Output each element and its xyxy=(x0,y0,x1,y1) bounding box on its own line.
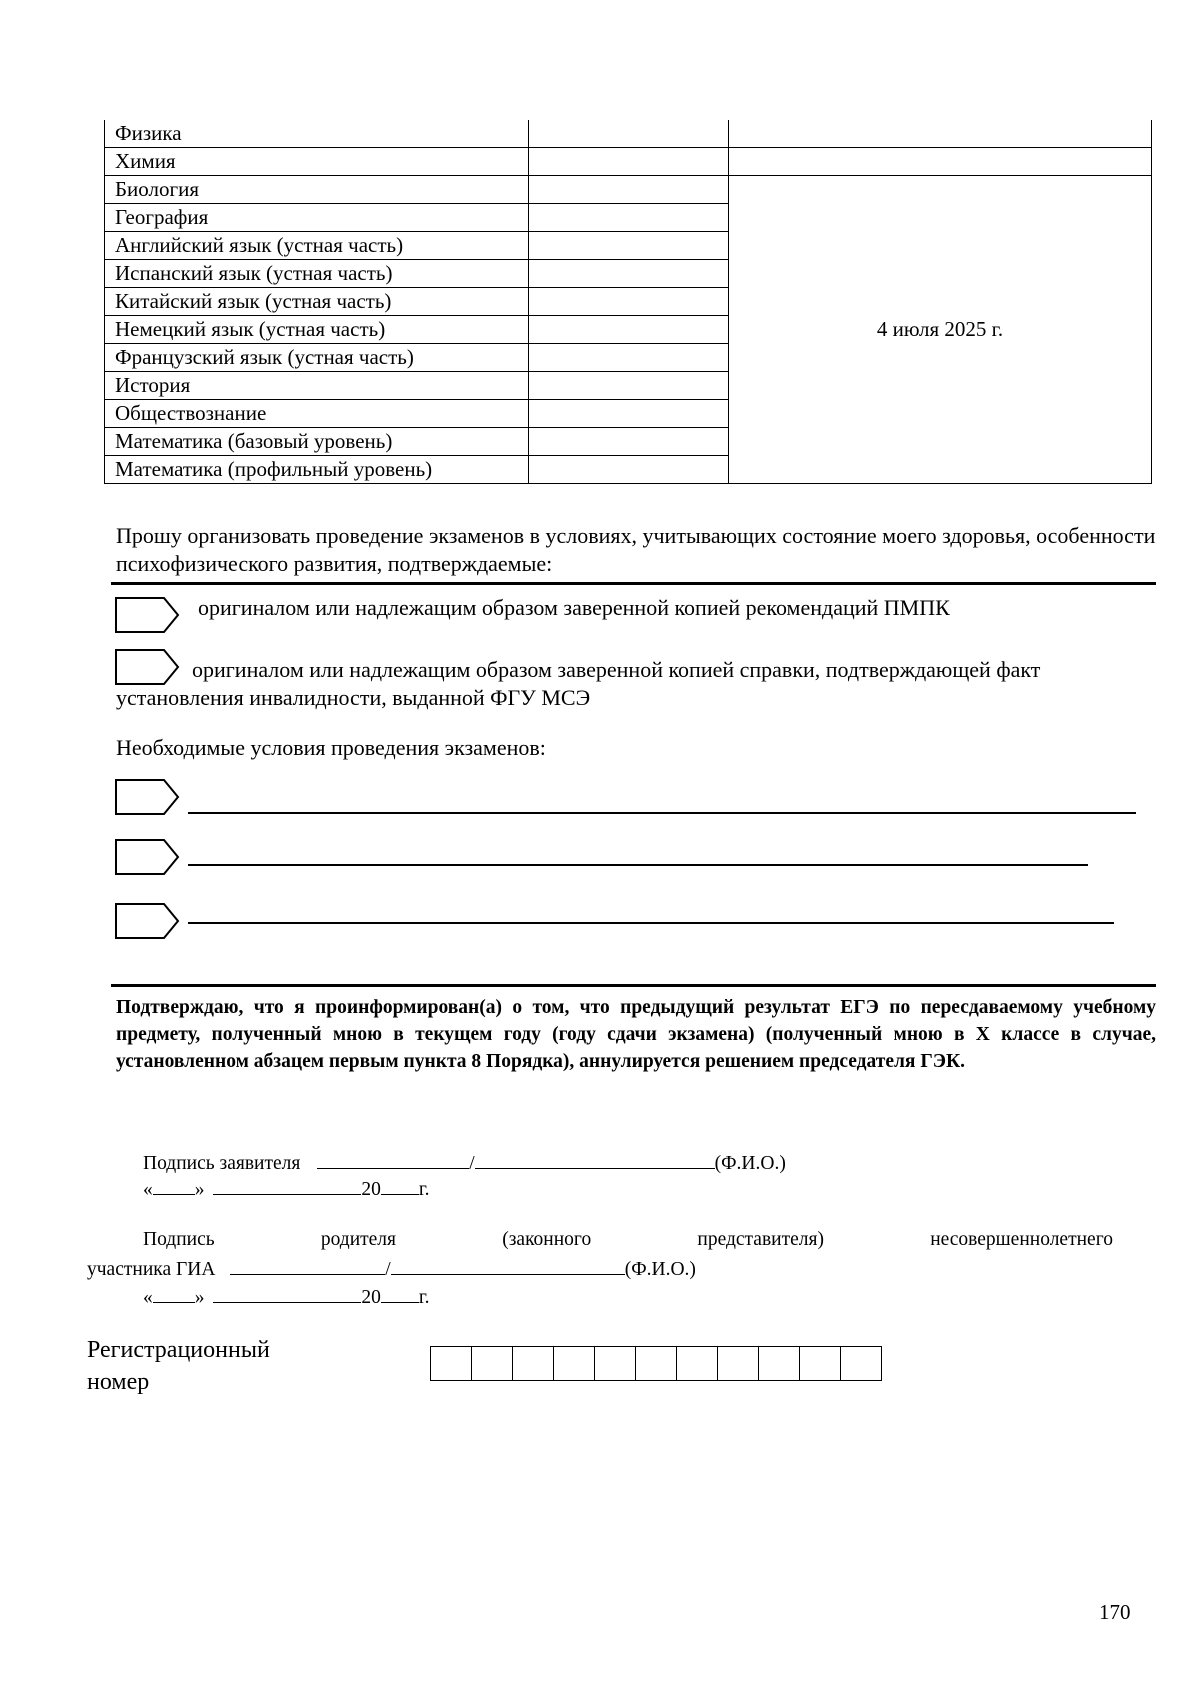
subject-mark-cell[interactable] xyxy=(529,428,729,456)
subject-name: Химия xyxy=(105,148,529,176)
subject-row xyxy=(105,148,1152,176)
subject-name: Испанский язык (устная часть) xyxy=(105,260,529,288)
subject-name: Французский язык (устная часть) xyxy=(105,344,529,372)
registration-number-cell[interactable] xyxy=(513,1347,554,1380)
applicant-signature-row xyxy=(143,1148,786,1176)
registration-number-cell[interactable] xyxy=(800,1347,841,1380)
quote-close: » xyxy=(194,1179,205,1200)
checkbox-pmpk[interactable] xyxy=(114,596,180,634)
section-divider-bottom xyxy=(111,984,1156,987)
slash: / xyxy=(469,1153,475,1174)
applicant-day-line[interactable] xyxy=(153,1174,195,1195)
parent-month-line[interactable] xyxy=(213,1282,361,1303)
year-suffix: г. xyxy=(418,1287,430,1308)
conditions-label: Необходимые условия проведения экзаменов: xyxy=(116,735,546,760)
subject-mark-cell[interactable] xyxy=(529,148,729,176)
registration-label xyxy=(87,1334,270,1398)
request-text: Прошу организовать проведение экзаменов в условиях, учитывающих состояние моего здоровья, особенности психофизического развития, подтверждаемые: xyxy=(116,523,1156,576)
checkbox-condition-1[interactable] xyxy=(114,778,180,816)
subject-mark-cell[interactable] xyxy=(529,176,729,204)
checkbox-condition-3[interactable] xyxy=(114,902,180,940)
page-number: 170 xyxy=(1099,1600,1131,1624)
registration-number-cell[interactable] xyxy=(472,1347,513,1380)
subject-name: Китайский язык (устная часть) xyxy=(105,288,529,316)
parent-label-word: (законного xyxy=(502,1229,592,1250)
checkbox-condition-2[interactable] xyxy=(114,838,180,876)
year-prefix: 20 xyxy=(361,1287,381,1308)
subject-mark-cell[interactable] xyxy=(529,120,729,148)
subject-mark-cell[interactable] xyxy=(529,372,729,400)
parent-date-row xyxy=(143,1282,430,1310)
subject-mark-cell[interactable] xyxy=(529,232,729,260)
registration-label-line1: Регистрационный xyxy=(87,1337,270,1363)
applicant-signature-label: Подпись заявителя xyxy=(143,1153,301,1174)
subject-name: Немецкий язык (устная часть) xyxy=(105,316,529,344)
slash: / xyxy=(385,1259,391,1280)
section-divider-top xyxy=(111,582,1156,585)
applicant-signature-line[interactable] xyxy=(317,1148,469,1169)
fio-label: (Ф.И.О.) xyxy=(714,1153,786,1174)
parent-signature-label-row xyxy=(143,1228,1113,1252)
parent-signature-label-2: участника ГИА xyxy=(87,1259,216,1280)
subject-mark-cell[interactable] xyxy=(529,400,729,428)
parent-day-line[interactable] xyxy=(153,1282,195,1303)
date-cell-empty xyxy=(729,148,1152,176)
option-mse-label: оригиналом или надлежащим образом заверенной копией справки, подтверждающей факт установления инвалидности, выданной ФГУ МСЭ xyxy=(116,657,1041,710)
registration-number-cell[interactable] xyxy=(431,1347,472,1380)
date-cell-empty xyxy=(729,120,1152,148)
subject-mark-cell[interactable] xyxy=(529,204,729,232)
subject-name: История xyxy=(105,372,529,400)
subject-name: Биология xyxy=(105,176,529,204)
parent-signature-line[interactable] xyxy=(230,1254,385,1275)
exam-date: 4 июля 2025 г. xyxy=(729,176,1152,484)
applicant-name-line[interactable] xyxy=(475,1148,715,1169)
option-pmpk-label: оригиналом или надлежащим образом заверенной копией рекомендаций ПМПК xyxy=(198,595,950,620)
condition-1-line[interactable] xyxy=(188,812,1136,814)
subject-mark-cell[interactable] xyxy=(529,344,729,372)
subject-mark-cell[interactable] xyxy=(529,316,729,344)
registration-number-cell[interactable] xyxy=(677,1347,718,1380)
subject-mark-cell[interactable] xyxy=(529,288,729,316)
year-prefix: 20 xyxy=(361,1179,381,1200)
registration-number-cell[interactable] xyxy=(841,1347,881,1380)
registration-label-line2: номер xyxy=(87,1369,150,1395)
condition-2-line[interactable] xyxy=(188,864,1088,866)
parent-year-line[interactable] xyxy=(381,1282,419,1303)
parent-signature-row xyxy=(87,1254,696,1282)
applicant-year-line[interactable] xyxy=(381,1174,419,1195)
subject-mark-cell[interactable] xyxy=(529,260,729,288)
subject-name: Обществознание xyxy=(105,400,529,428)
quote-open: « xyxy=(143,1179,153,1200)
registration-number-cell[interactable] xyxy=(636,1347,677,1380)
fio-label: (Ф.И.О.) xyxy=(624,1259,696,1280)
subject-name: Английский язык (устная часть) xyxy=(105,232,529,260)
confirmation-text: Подтверждаю, что я проинформирован(а) о том, что предыдущий результат ЕГЭ по пересдаваемому учебному предмету, полученный мною в текущем году (году сдачи экзамена) (полученный мною в X классе в случае, установленном абзацем первым пункта 8 Порядка), аннулируется решением председателя ГЭК. xyxy=(116,997,1156,1072)
parent-name-line[interactable] xyxy=(391,1254,625,1275)
parent-label-word: Подпись xyxy=(143,1229,215,1250)
subject-name: Физика xyxy=(105,120,529,148)
applicant-date-row xyxy=(143,1174,430,1202)
registration-number-cell[interactable] xyxy=(718,1347,759,1380)
registration-number-cell[interactable] xyxy=(554,1347,595,1380)
condition-3-line[interactable] xyxy=(188,922,1114,924)
parent-label-word: представителя) xyxy=(697,1229,824,1250)
registration-number-cell[interactable] xyxy=(759,1347,800,1380)
subject-name: География xyxy=(105,204,529,232)
subject-row xyxy=(105,120,1152,148)
parent-label-word: несовершеннолетнего xyxy=(930,1229,1113,1250)
registration-number-cell[interactable] xyxy=(595,1347,636,1380)
year-suffix: г. xyxy=(418,1179,430,1200)
subject-mark-cell[interactable] xyxy=(529,456,729,484)
subjects-table xyxy=(104,120,1152,484)
subject-name: Математика (базовый уровень) xyxy=(105,428,529,456)
subject-row xyxy=(105,176,1152,204)
applicant-month-line[interactable] xyxy=(213,1174,361,1195)
quote-open: « xyxy=(143,1287,153,1308)
quote-close: » xyxy=(194,1287,205,1308)
subject-name: Математика (профильный уровень) xyxy=(105,456,529,484)
registration-number-grid xyxy=(430,1346,882,1381)
parent-label-word: родителя xyxy=(320,1229,397,1250)
